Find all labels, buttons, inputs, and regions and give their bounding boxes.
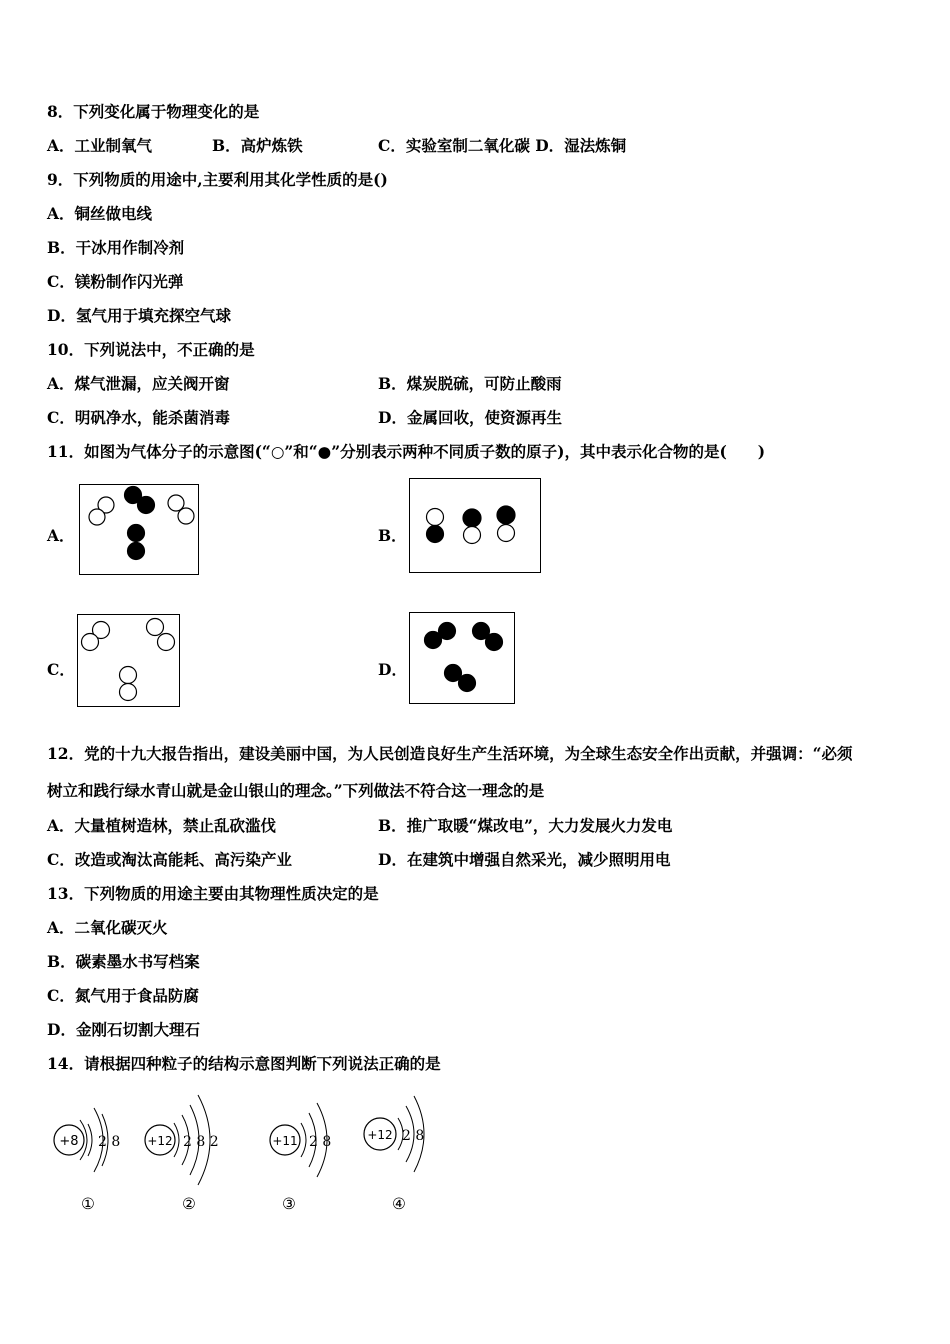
q12-option-d: D．在建筑中增强自然采光，减少照明用电 (378, 850, 671, 869)
particle-diagram-2 (140, 1085, 240, 1185)
particle-diagram-3 (265, 1097, 355, 1183)
q13-option-c: C．氮气用于食品防腐 (47, 986, 199, 1005)
particle-1-label: ① (81, 1195, 95, 1213)
q8-option-cd: C．实验室制二氧化碳 D．湿法炼铜 (378, 136, 627, 155)
q11-option-b-label: B． (378, 526, 407, 545)
q11-stem: 11．如图为气体分子的示意图(“○”和“●”分别表示两种不同质子数的原子)，其中表示化合物的是( ) (47, 442, 766, 461)
particle-3-nucleus: +11 (272, 1134, 298, 1148)
q11-option-d-label: D． (378, 660, 407, 679)
q11-option-a-label: A． (47, 526, 75, 545)
q12-option-c: C．改造或淘汰高能耗、高污染产业 (47, 850, 292, 869)
q11-figure-a (79, 484, 199, 575)
particle-2-label: ② (182, 1195, 196, 1213)
q11-figure-c (77, 614, 180, 707)
q13-option-b: B．碳素墨水书写档案 (47, 952, 200, 971)
particle-diagram-1 (50, 1100, 140, 1180)
q13-stem: 13．下列物质的用途主要由其物理性质决定的是 (47, 884, 379, 903)
q12-option-b: B．推广取暖“煤改电”，大力发展火力发电 (378, 816, 673, 835)
q9-option-a: A．铜丝做电线 (47, 204, 153, 223)
particle-3-shells: 2 8 (309, 1134, 332, 1150)
q10-stem: 10．下列说法中，不正确的是 (47, 340, 255, 359)
q10-option-b: B．煤炭脱硫，可防止酸雨 (378, 374, 562, 393)
q11-figure-b (409, 478, 541, 573)
particle-diagram-4 (358, 1094, 448, 1180)
q8-option-a: A．工业制氧气 (47, 136, 153, 155)
q12-stem-line2: 树立和践行绿水青山就是金山银山的理念。”下列做法不符合这一理念的是 (47, 781, 545, 800)
molecule-diagram-c (78, 615, 181, 708)
q9-stem: 9．下列物质的用途中,主要利用其化学性质的是() (47, 170, 388, 189)
q9-option-b: B．干冰用作制冷剂 (47, 238, 185, 257)
q12-option-a: A．大量植树造林，禁止乱砍滥伐 (47, 816, 277, 835)
q10-option-c: C．明矾净水，能杀菌消毒 (47, 408, 230, 427)
q14-stem: 14．请根据四种粒子的结构示意图判断下列说法正确的是 (47, 1054, 441, 1073)
molecule-diagram-d (410, 613, 516, 705)
q11-figure-d (409, 612, 515, 704)
particle-2-shells: 2 8 2 (183, 1134, 219, 1150)
q10-option-d: D．金属回收，使资源再生 (378, 408, 562, 427)
molecule-diagram-a (80, 485, 200, 576)
q10-option-a: A．煤气泄漏，应关阀开窗 (47, 374, 230, 393)
q9-option-d: D．氢气用于填充探空气球 (47, 306, 231, 325)
molecule-diagram-b (410, 479, 542, 574)
particle-4-label: ④ (392, 1195, 406, 1213)
q9-option-c: C．镁粉制作闪光弹 (47, 272, 184, 291)
particle-4-nucleus: +12 (367, 1128, 393, 1142)
particle-3-label: ③ (282, 1195, 296, 1213)
particle-2-nucleus: +12 (147, 1134, 173, 1148)
particle-4-shells: 2 8 (402, 1128, 425, 1144)
q8-stem: 8．下列变化属于物理变化的是 (47, 102, 260, 121)
q13-option-a: A．二氧化碳灭火 (47, 918, 168, 937)
q8-option-b: B．高炉炼铁 (212, 136, 303, 155)
q11-option-c-label: C． (47, 660, 75, 679)
q13-option-d: D．金刚石切割大理石 (47, 1020, 200, 1039)
q12-stem-line1: 12．党的十九大报告指出，建设美丽中国，为人民创造良好生产生活环境，为全球生态安全作出贡献，并强调：“必须 (47, 744, 853, 763)
particle-1-shells: 2 8 (98, 1134, 121, 1150)
particle-1-nucleus: +8 (59, 1134, 79, 1149)
